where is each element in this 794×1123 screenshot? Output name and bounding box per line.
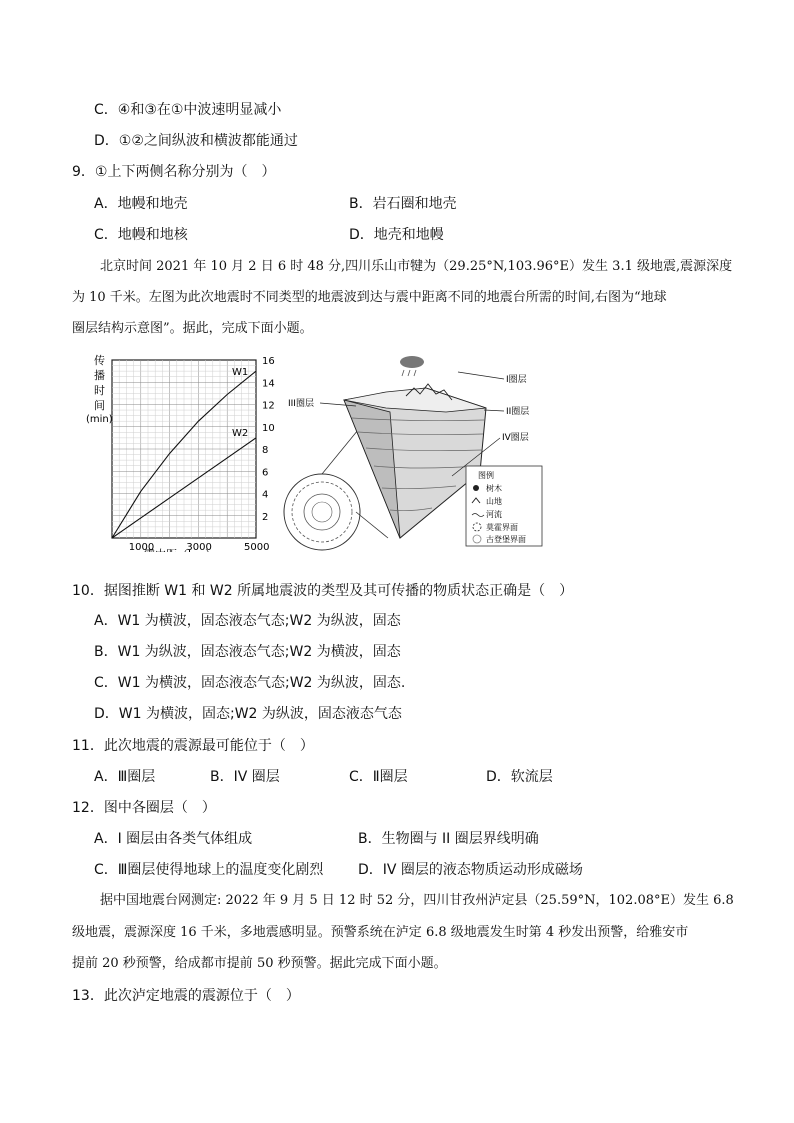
- x-tick-label: 1000: [128, 542, 155, 552]
- q12-option-b: B．生物圈与 II 圈层界线明确: [358, 831, 539, 847]
- y-axis-char-2: 播: [94, 369, 105, 382]
- q9-option-c: C．地幔和地核: [94, 227, 188, 243]
- arrow-ii: [484, 410, 504, 411]
- series-label-w2: W2: [232, 427, 249, 439]
- figure-svg: [86, 352, 546, 552]
- tree-icon: [473, 485, 479, 491]
- legend-item-tree: 树木: [486, 484, 502, 493]
- q11-option-b: B．IV 圈层: [210, 769, 280, 785]
- passage2-line1: 据中国地震台网测定: 2022 年 9 月 5 日 12 时 52 分，四川甘孜州泸定县（25.59°N，102.08°E）发生 6.8: [100, 893, 734, 908]
- plot-area: [112, 356, 275, 552]
- y-axis-char-3: 时: [94, 384, 105, 397]
- q9-option-b: B．岩石圈和地壳: [349, 196, 457, 212]
- figure: [86, 352, 546, 552]
- q10-option-c: C．W1 为横波，固态液态气态;W2 为纵波，固态.: [94, 675, 406, 691]
- rain-icon: [408, 370, 410, 376]
- globe-moho-circle: [292, 482, 352, 542]
- x-tick-label: 5000: [244, 542, 270, 552]
- arrow-i: [458, 372, 504, 379]
- q10-stem: 10．据图推断 W1 和 W2 所属地震波的类型及其可传播的物质状态正确是（ ）: [72, 583, 574, 599]
- y-axis-char-4: 间: [94, 399, 105, 412]
- y-tick-label: 6: [262, 467, 269, 479]
- legend-item-gutenberg: 古登堡界面: [486, 535, 526, 544]
- legend-item-mountain: 山地: [486, 497, 502, 506]
- label-i: I圈层: [506, 375, 527, 385]
- legend-item-moho: 莫霍界面: [486, 523, 518, 532]
- y-tick-label: 12: [262, 400, 275, 412]
- q12-option-c: C．Ⅲ圈层使得地球上的温度变化剧烈: [94, 862, 324, 878]
- x-tick-label: 3000: [186, 542, 212, 552]
- q9-stem: 9．①上下两侧名称分别为（ ）: [72, 164, 276, 180]
- series-label-w1: W1: [232, 367, 249, 379]
- y-tick-label: 2: [262, 511, 269, 523]
- y-tick-label: 14: [262, 378, 275, 390]
- passage1-line3: 圈层结构示意图”。据此，完成下面小题。: [72, 321, 313, 336]
- label-iii: III圈层: [288, 399, 314, 409]
- legend-title: 图例: [478, 471, 494, 480]
- x-axis-label: [144, 547, 216, 552]
- y-axis-char-1: 传: [94, 354, 105, 367]
- rain-icon: [414, 370, 416, 376]
- globe-outline: [284, 474, 360, 550]
- label-iv: IV圈层: [502, 433, 529, 443]
- passage1-line1: 北京时间 2021 年 10 月 2 日 6 时 48 分,四川乐山市犍为（29.25°N,103.96°E）发生 3.1 级地震,震源深度: [100, 259, 733, 274]
- q9-option-d: D．地壳和地幔: [349, 227, 444, 243]
- q12-stem: 12．图中各圈层（ ）: [72, 800, 216, 816]
- globe-connector-2: [356, 512, 388, 538]
- passage2-line2: 级地震，震源深度 16 千米，多地震感明显。预警系统在泸定 6.8 级地震发生时第 4 秒发出预警，给雅安市: [72, 925, 689, 940]
- q10-option-b: B．W1 为纵波，固态液态气态;W2 为横波，固态: [94, 644, 401, 660]
- q8-option-c: C．④和③在①中波速明显减小: [94, 102, 282, 118]
- passage2-line3: 提前 20 秒预警，给成都市提前 50 秒预警。据此完成下面小题。: [72, 956, 447, 971]
- legend-item-river: 河流: [486, 510, 502, 519]
- label-ii: II圈层: [506, 407, 530, 417]
- q11-option-c: C．Ⅱ圈层: [349, 769, 408, 785]
- earth-diagram: [284, 356, 542, 550]
- q11-option-a: A．Ⅲ圈层: [94, 769, 156, 785]
- globe-connector-1: [322, 430, 358, 474]
- rain-icon: [402, 370, 404, 376]
- q12-option-a: A．I 圈层由各类气体组成: [94, 831, 253, 847]
- q9-option-a: A．地幔和地壳: [94, 196, 188, 212]
- q11-option-d: D．软流层: [486, 769, 553, 785]
- y-tick-label: 10: [262, 422, 275, 434]
- y-tick-label: 16: [262, 356, 275, 367]
- y-tick-label: 4: [262, 489, 269, 501]
- q10-option-a: A．W1 为横波，固态液态气态;W2 为纵波，固态: [94, 613, 401, 629]
- q13-stem: 13．此次泸定地震的震源位于（ ）: [72, 988, 300, 1004]
- globe-core-circle: [304, 494, 340, 530]
- cloud-icon: [400, 356, 424, 368]
- y-axis-unit: (min): [86, 414, 113, 425]
- q8-option-d: D．①②之间纵波和横波都能通过: [94, 133, 298, 149]
- q12-option-d: D．IV 圈层的液态物质运动形成磁场: [358, 862, 583, 878]
- passage1-line2: 为 10 千米。左图为此次地震时不同类型的地震波到达与震中距离不同的地震台所需的时间,右图为“地球: [72, 290, 667, 305]
- q10-option-d: D．W1 为横波，固态;W2 为纵波，固态液态气态: [94, 706, 402, 722]
- globe-inner-circle: [312, 502, 332, 522]
- y-tick-label: 8: [262, 445, 269, 456]
- q11-stem: 11．此次地震的震源最可能位于（ ）: [72, 738, 314, 754]
